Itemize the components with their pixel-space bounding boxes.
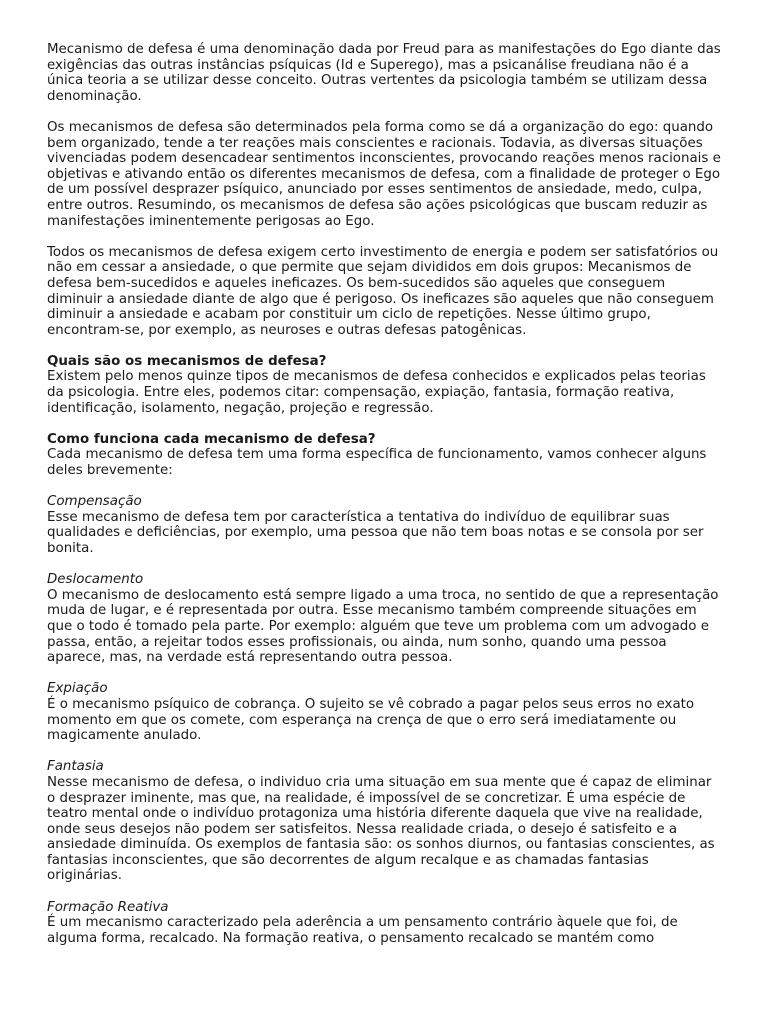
mechanism-expiacao xyxy=(47,681,723,743)
mechanism-fantasia xyxy=(47,759,723,884)
section-how-mechanisms-work xyxy=(47,432,723,479)
mechanism-title: Deslocamento xyxy=(47,572,144,588)
mechanism-text: Nesse mecanismo de defesa, o individuo cria uma situação em sua mente que é capaz de eliminar o desprazer iminente, mas que, na realidade, é impossível de se concretizar. É uma espécie de teatro mental onde o indivíduo protagoniza uma história diferente daquela que vive na realidade, onde seus desejos não podem ser satisfeitos. Nessa realidade criada, o desejo é satisfeito e a ansiedade diminuída. Os exemplos de fantasia são: os sonhos diurnos, ou fantasias conscientes, as fantasias inconscientes, que são decorrentes de algum recalque e as chamadas fantasias originárias. xyxy=(47,774,715,884)
section-body: Existem pelo menos quinze tipos de mecanismos de defesa conhecidos e explicados pelas teorias da psicologia. Entre eles, podemos citar: compensação, expiação, fantasia, formação reativa, identificação, isolamento, negação, projeção e regressão. xyxy=(47,369,706,416)
document-page xyxy=(47,42,723,962)
section-heading: Como funciona cada mecanismo de defesa? xyxy=(47,431,376,447)
mechanism-text: É o mecanismo psíquico de cobrança. O sujeito se vê cobrado a pagar pelos seus erros no exato momento em que os comete, com esperança na crença de que o erro será imediatamente ou magicamente anulado. xyxy=(47,696,695,744)
section-which-mechanisms xyxy=(47,354,723,416)
mechanism-text: É um mecanismo caracterizado pela aderência a um pensamento contrário àquele que foi, de alguma forma, recalcado. Na formação reativa, o pensamento recalcado se mantém como xyxy=(47,915,678,946)
mechanism-title: Fantasia xyxy=(47,759,104,775)
mechanism-formacao-reativa xyxy=(47,900,723,947)
intro-paragraph-2: Os mecanismos de defesa são determinados pela forma como se dá a organização do ego: quando bem organizado, tende a ter reações mais conscientes e racionais. Todavia, as diversas situações vivenciadas podem desencadear sentimentos inconscientes, provocando reações menos racionais e objetivas e ativando então os diferentes mecanismos de defesa, com a finalidade de proteger o Ego de um possível desprazer psíquico, anunciado por esses sentimentos de ansiedade, medo, culpa, entre outros. Resumindo, os mecanismos de defesa são ações psicológicas que buscam reduzir as manifestações iminentemente perigosas ao Ego. xyxy=(47,119,721,229)
intro-paragraph-3: Todos os mecanismos de defesa exigem certo investimento de energia e podem ser satisfatórios ou não em cessar a ansiedade, o que permite que sejam divididos em dois grupos: Mecanismos de defesa bem-sucedidos e aqueles ineficazes. Os bem-sucedidos são aqueles que conseguem diminuir a ansiedade diante de algo que é perigoso. Os ineficazes são aqueles que não conseguem diminuir a ansiedade e acabam por constituir um ciclo de repetições. Nesse último grupo, encontram-se, por exemplo, as neuroses e outras defesas patogênicas. xyxy=(47,244,719,338)
mechanism-deslocamento xyxy=(47,572,723,666)
mechanism-title: Compensação xyxy=(47,494,142,510)
section-body: Cada mecanismo de defesa tem uma forma específica de funcionamento, vamos conhecer alguns deles brevemente: xyxy=(47,447,707,479)
mechanism-title: Formação Reativa xyxy=(47,899,169,915)
section-heading: Quais são os mecanismos de defesa? xyxy=(47,353,327,369)
mechanism-title: Expiação xyxy=(47,681,108,697)
mechanism-text: O mecanismo de deslocamento está sempre ligado a uma troca, no sentido de que a representação muda de lugar, e é representada por outra. Esse mecanismo também compreende situações em que o todo é tomado pela parte. Por exemplo: alguém que teve um problema com um advogado e passa, então, a rejeitar todos esses profissionais, ou ainda, num sonho, quando uma pessoa aparece, mas, na verdade está representando outra pessoa. xyxy=(47,587,719,666)
mechanism-compensacao xyxy=(47,494,723,556)
mechanism-text: Esse mecanismo de defesa tem por característica a tentativa do indivíduo de equilibrar suas qualidades e deficiências, por exemplo, uma pessoa que não tem boas notas e se consola por ser bonita. xyxy=(47,509,704,556)
intro-paragraph-1: Mecanismo de defesa é uma denominação dada por Freud para as manifestações do Ego diante das exigências das outras instâncias psíquicas (Id e Superego), mas a psicanálise freudiana não é a única teoria a se utilizar desse conceito. Outras vertentes da psicologia também se utilizam dessa denominação. xyxy=(47,42,721,104)
